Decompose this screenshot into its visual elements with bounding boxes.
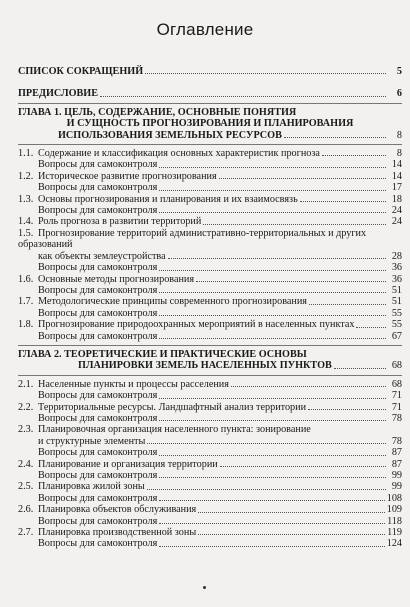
toc-section-text: Основы прогнозирования и планирования и их взаимосвязь <box>38 193 298 205</box>
page-mark <box>203 586 206 589</box>
toc-entry-preface[interactable] <box>18 88 402 99</box>
toc-section-number: 2.5. <box>18 481 34 493</box>
toc-page-number: 17 <box>391 182 402 194</box>
leader-dots <box>159 292 386 293</box>
toc-section-title <box>18 319 354 330</box>
leader-dots <box>159 270 386 271</box>
toc-questions-entry[interactable] <box>18 205 402 216</box>
divider <box>18 144 402 145</box>
divider <box>18 345 402 346</box>
toc-questions-label: Вопросы для самоконтроля <box>38 205 158 217</box>
toc-page-number: 118 <box>387 515 402 527</box>
toc-page-number: 108 <box>386 492 402 504</box>
toc-section-entry[interactable] <box>18 148 402 159</box>
toc-questions-entry[interactable] <box>18 159 402 170</box>
toc-section-entry[interactable] <box>18 296 402 307</box>
toc-page-number: 18 <box>391 193 402 205</box>
toc-section-title <box>18 148 320 159</box>
toc-questions-entry[interactable] <box>18 516 402 527</box>
leader-dots <box>147 489 386 490</box>
toc-questions-entry[interactable] <box>18 308 402 319</box>
toc-page-number: 109 <box>386 504 402 516</box>
leader-dots <box>159 523 385 524</box>
toc-section-entry[interactable] <box>18 402 402 413</box>
toc-section-entry[interactable] <box>18 171 402 182</box>
toc-page-number: 14 <box>391 159 402 171</box>
toc-entry-abbreviations[interactable] <box>18 66 402 77</box>
toc-section-entry[interactable] <box>18 481 402 492</box>
toc-section-number: 1.3. <box>18 193 34 205</box>
leader-dots <box>159 477 386 478</box>
toc-page-number: 24 <box>391 205 402 217</box>
toc-section-text: Планировка объектов обслуживания <box>38 504 197 516</box>
leader-dots <box>100 96 386 97</box>
toc-section-title <box>18 459 218 470</box>
chapter-title-line: ПЛАНИРОВКИ ЗЕМЕЛЬ НАСЕЛЕННЫХ ПУНКТОВ <box>78 360 332 372</box>
toc-section-title: Прогнозирование территорий административно-территориальных и других образований <box>18 227 367 251</box>
toc-section-number: 1.8. <box>18 319 34 331</box>
toc-section-text: Планировка производственной зоны <box>38 527 197 539</box>
toc-page-number: 36 <box>391 262 402 274</box>
divider <box>18 375 402 376</box>
toc-page-number: 51 <box>391 284 402 296</box>
toc-section-entry[interactable] <box>18 274 402 285</box>
toc-questions-label: Вопросы для самоконтроля <box>38 470 158 481</box>
leader-dots <box>203 224 386 225</box>
toc-section-number: 1.5. <box>18 227 34 239</box>
toc-page-number: 87 <box>391 458 402 470</box>
toc-chapter-2[interactable] <box>18 349 402 372</box>
toc-questions-entry[interactable] <box>18 285 402 296</box>
toc-section-entry[interactable] <box>18 194 402 205</box>
leader-dots <box>159 455 386 456</box>
toc-section-text: Территориальные ресурсы. Ландшафтный анализ территории <box>38 401 307 413</box>
leader-dots <box>220 466 386 467</box>
leader-dots <box>308 409 386 410</box>
chapter-title-line: ГЛАВА 1. ЦЕЛЬ, СОДЕРЖАНИЕ, ОСНОВНЫЕ ПОНЯТИЯ <box>18 106 297 118</box>
toc-section-title-continued: как объекты землеустройства <box>38 250 166 262</box>
toc-section-title <box>18 527 196 538</box>
page-title: Оглавление <box>156 20 254 39</box>
toc-section-title <box>18 402 306 413</box>
toc-page-number: 6 <box>396 88 402 100</box>
chapter-title-line: И СУЩНОСТЬ ПРОГНОЗИРОВАНИЯ И ПЛАНИРОВАНИЯ <box>66 118 354 130</box>
leader-dots <box>231 386 386 387</box>
leader-dots <box>284 137 386 138</box>
toc-section-title <box>18 481 145 492</box>
toc-section-text: Методологические принципы современного прогнозирования <box>38 296 307 308</box>
chapter-1-entries <box>18 148 402 342</box>
toc-section-entry[interactable] <box>18 459 402 470</box>
toc-page-number: 55 <box>391 319 402 331</box>
leader-dots <box>300 201 386 202</box>
toc-questions-label: Вопросы для самоконтроля <box>38 515 158 527</box>
toc-page-number: 36 <box>391 273 402 285</box>
table-of-contents <box>18 66 402 550</box>
toc-questions-label: Вопросы для самоконтроля <box>38 182 158 194</box>
leader-dots <box>159 398 386 399</box>
leader-dots <box>309 304 386 305</box>
toc-page-number: 68 <box>391 360 402 372</box>
toc-page-number: 8 <box>396 129 402 141</box>
toc-section-text: Планировка жилой зоны <box>38 481 145 493</box>
toc-questions-label: Вопросы для самоконтроля <box>38 538 158 550</box>
chapter-2-entries <box>18 379 402 550</box>
toc-page-number: 51 <box>391 296 402 308</box>
leader-dots <box>159 315 386 316</box>
toc-section-entry[interactable] <box>18 319 402 330</box>
toc-page-number: 67 <box>391 330 402 342</box>
toc-questions-label: Вопросы для самоконтроля <box>38 492 158 504</box>
toc-section-title <box>18 216 201 227</box>
toc-page-number: 71 <box>391 390 402 402</box>
toc-section-entry[interactable] <box>18 216 402 227</box>
toc-questions-entry[interactable] <box>18 493 402 504</box>
toc-questions-label: Вопросы для самоконтроля <box>38 262 158 274</box>
leader-dots <box>159 167 386 168</box>
toc-section-entry[interactable] <box>18 424 402 447</box>
toc-questions-entry[interactable] <box>18 182 402 193</box>
toc-section-title <box>18 194 298 205</box>
leader-dots <box>159 338 386 339</box>
toc-section-title <box>18 504 196 515</box>
toc-questions-entry[interactable] <box>18 413 402 424</box>
toc-section-entry[interactable] <box>18 527 402 538</box>
toc-questions-entry[interactable] <box>18 447 402 458</box>
toc-section-entry[interactable] <box>18 504 402 515</box>
toc-page-number: 8 <box>396 148 402 160</box>
leader-dots <box>198 534 385 535</box>
toc-section-title: Планировочная организация населенного пункта: зонирование <box>38 424 311 436</box>
toc-entry-text: ПРЕДИСЛОВИЕ <box>18 88 99 100</box>
toc-section-line <box>18 228 402 251</box>
toc-section-text: Населенные пункты и процессы расселения <box>38 378 229 390</box>
leader-dots <box>159 546 384 547</box>
toc-questions-entry[interactable] <box>18 538 402 549</box>
leader-dots <box>159 212 386 213</box>
toc-questions-label: Вопросы для самоконтроля <box>38 159 158 171</box>
toc-section-title <box>18 171 217 182</box>
toc-page-number: 71 <box>391 401 402 413</box>
toc-section-number: 2.1. <box>18 378 34 390</box>
toc-questions-entry[interactable] <box>18 390 402 401</box>
toc-section-number: 2.2. <box>18 401 34 413</box>
toc-section-text: Основные методы прогнозирования <box>38 273 195 285</box>
toc-section-entry[interactable] <box>18 379 402 390</box>
toc-page-number: 99 <box>391 481 402 493</box>
toc-page-number: 68 <box>391 378 402 390</box>
divider <box>18 103 402 104</box>
toc-section-number: 2.7. <box>18 527 34 539</box>
toc-section-number: 1.7. <box>18 296 34 308</box>
toc-section-text: Прогнозирование природоохранных мероприятий в населенных пунктах <box>38 319 355 331</box>
toc-page-number: 55 <box>391 307 402 319</box>
toc-section-text: Историческое развитие прогнозирования <box>38 170 217 182</box>
leader-dots <box>322 155 386 156</box>
leader-dots <box>198 512 384 513</box>
toc-questions-label: Вопросы для самоконтроля <box>38 412 158 424</box>
toc-section-number: 2.3. <box>18 424 34 436</box>
toc-questions-label: Вопросы для самоконтроля <box>38 330 158 342</box>
toc-section-title <box>18 274 194 285</box>
leader-dots <box>356 327 386 328</box>
toc-questions-label: Вопросы для самоконтроля <box>38 307 158 319</box>
toc-questions-entry[interactable] <box>18 331 402 342</box>
toc-chapter-1[interactable] <box>18 107 402 141</box>
toc-questions-label: Вопросы для самоконтроля <box>38 390 158 402</box>
toc-section-text: Содержание и классификация основных характеристик прогноза <box>38 148 320 160</box>
toc-section-text: Планирование и организация территории <box>38 458 218 470</box>
toc-section-number: 2.4. <box>18 458 34 470</box>
leader-dots <box>147 443 386 444</box>
toc-page-number: 119 <box>387 527 402 539</box>
toc-page-number: 78 <box>391 412 402 424</box>
toc-questions-label: Вопросы для самоконтроля <box>38 447 158 459</box>
toc-section-title <box>18 379 229 390</box>
toc-section-number: 2.6. <box>18 504 34 516</box>
toc-section-number: 1.1. <box>18 148 34 160</box>
chapter-title-line: ГЛАВА 2. ТЕОРЕТИЧЕСКИЕ И ПРАКТИЧЕСКИЕ ОСНОВЫ <box>18 348 307 360</box>
leader-dots <box>145 73 386 74</box>
toc-section-title-continued: и структурные элементы <box>38 435 146 447</box>
toc-section-number: 1.2. <box>18 170 34 182</box>
toc-questions-label: Вопросы для самоконтроля <box>38 284 158 296</box>
toc-section-entry[interactable] <box>18 228 402 262</box>
leader-dots <box>219 178 386 179</box>
leader-dots <box>159 420 386 421</box>
toc-page-number: 87 <box>391 447 402 459</box>
toc-section-title <box>18 296 307 307</box>
toc-page-number: 24 <box>391 216 402 228</box>
toc-section-number: 1.4. <box>18 216 34 228</box>
leader-dots <box>334 368 386 369</box>
leader-dots <box>159 500 384 501</box>
leader-dots <box>196 281 386 282</box>
toc-section-number: 1.6. <box>18 273 34 285</box>
toc-page-number: 5 <box>396 66 402 77</box>
toc-page-number: 124 <box>386 538 402 550</box>
leader-dots <box>168 258 386 259</box>
toc-page-number: 14 <box>391 170 402 182</box>
toc-page-number: 28 <box>391 250 402 262</box>
toc-page-number: 78 <box>391 435 402 447</box>
toc-section-text: Роль прогноза в развитии территорий <box>38 216 202 228</box>
toc-entry-text: СПИСОК СОКРАЩЕНИЙ <box>18 66 144 77</box>
chapter-title-line: ИСПОЛЬЗОВАНИЯ ЗЕМЕЛЬНЫХ РЕСУРСОВ <box>58 129 282 141</box>
toc-section-line <box>18 424 402 435</box>
toc-questions-entry[interactable] <box>18 262 402 273</box>
toc-page-number: 99 <box>391 470 402 481</box>
toc-questions-entry[interactable] <box>18 470 402 481</box>
leader-dots <box>159 190 386 191</box>
